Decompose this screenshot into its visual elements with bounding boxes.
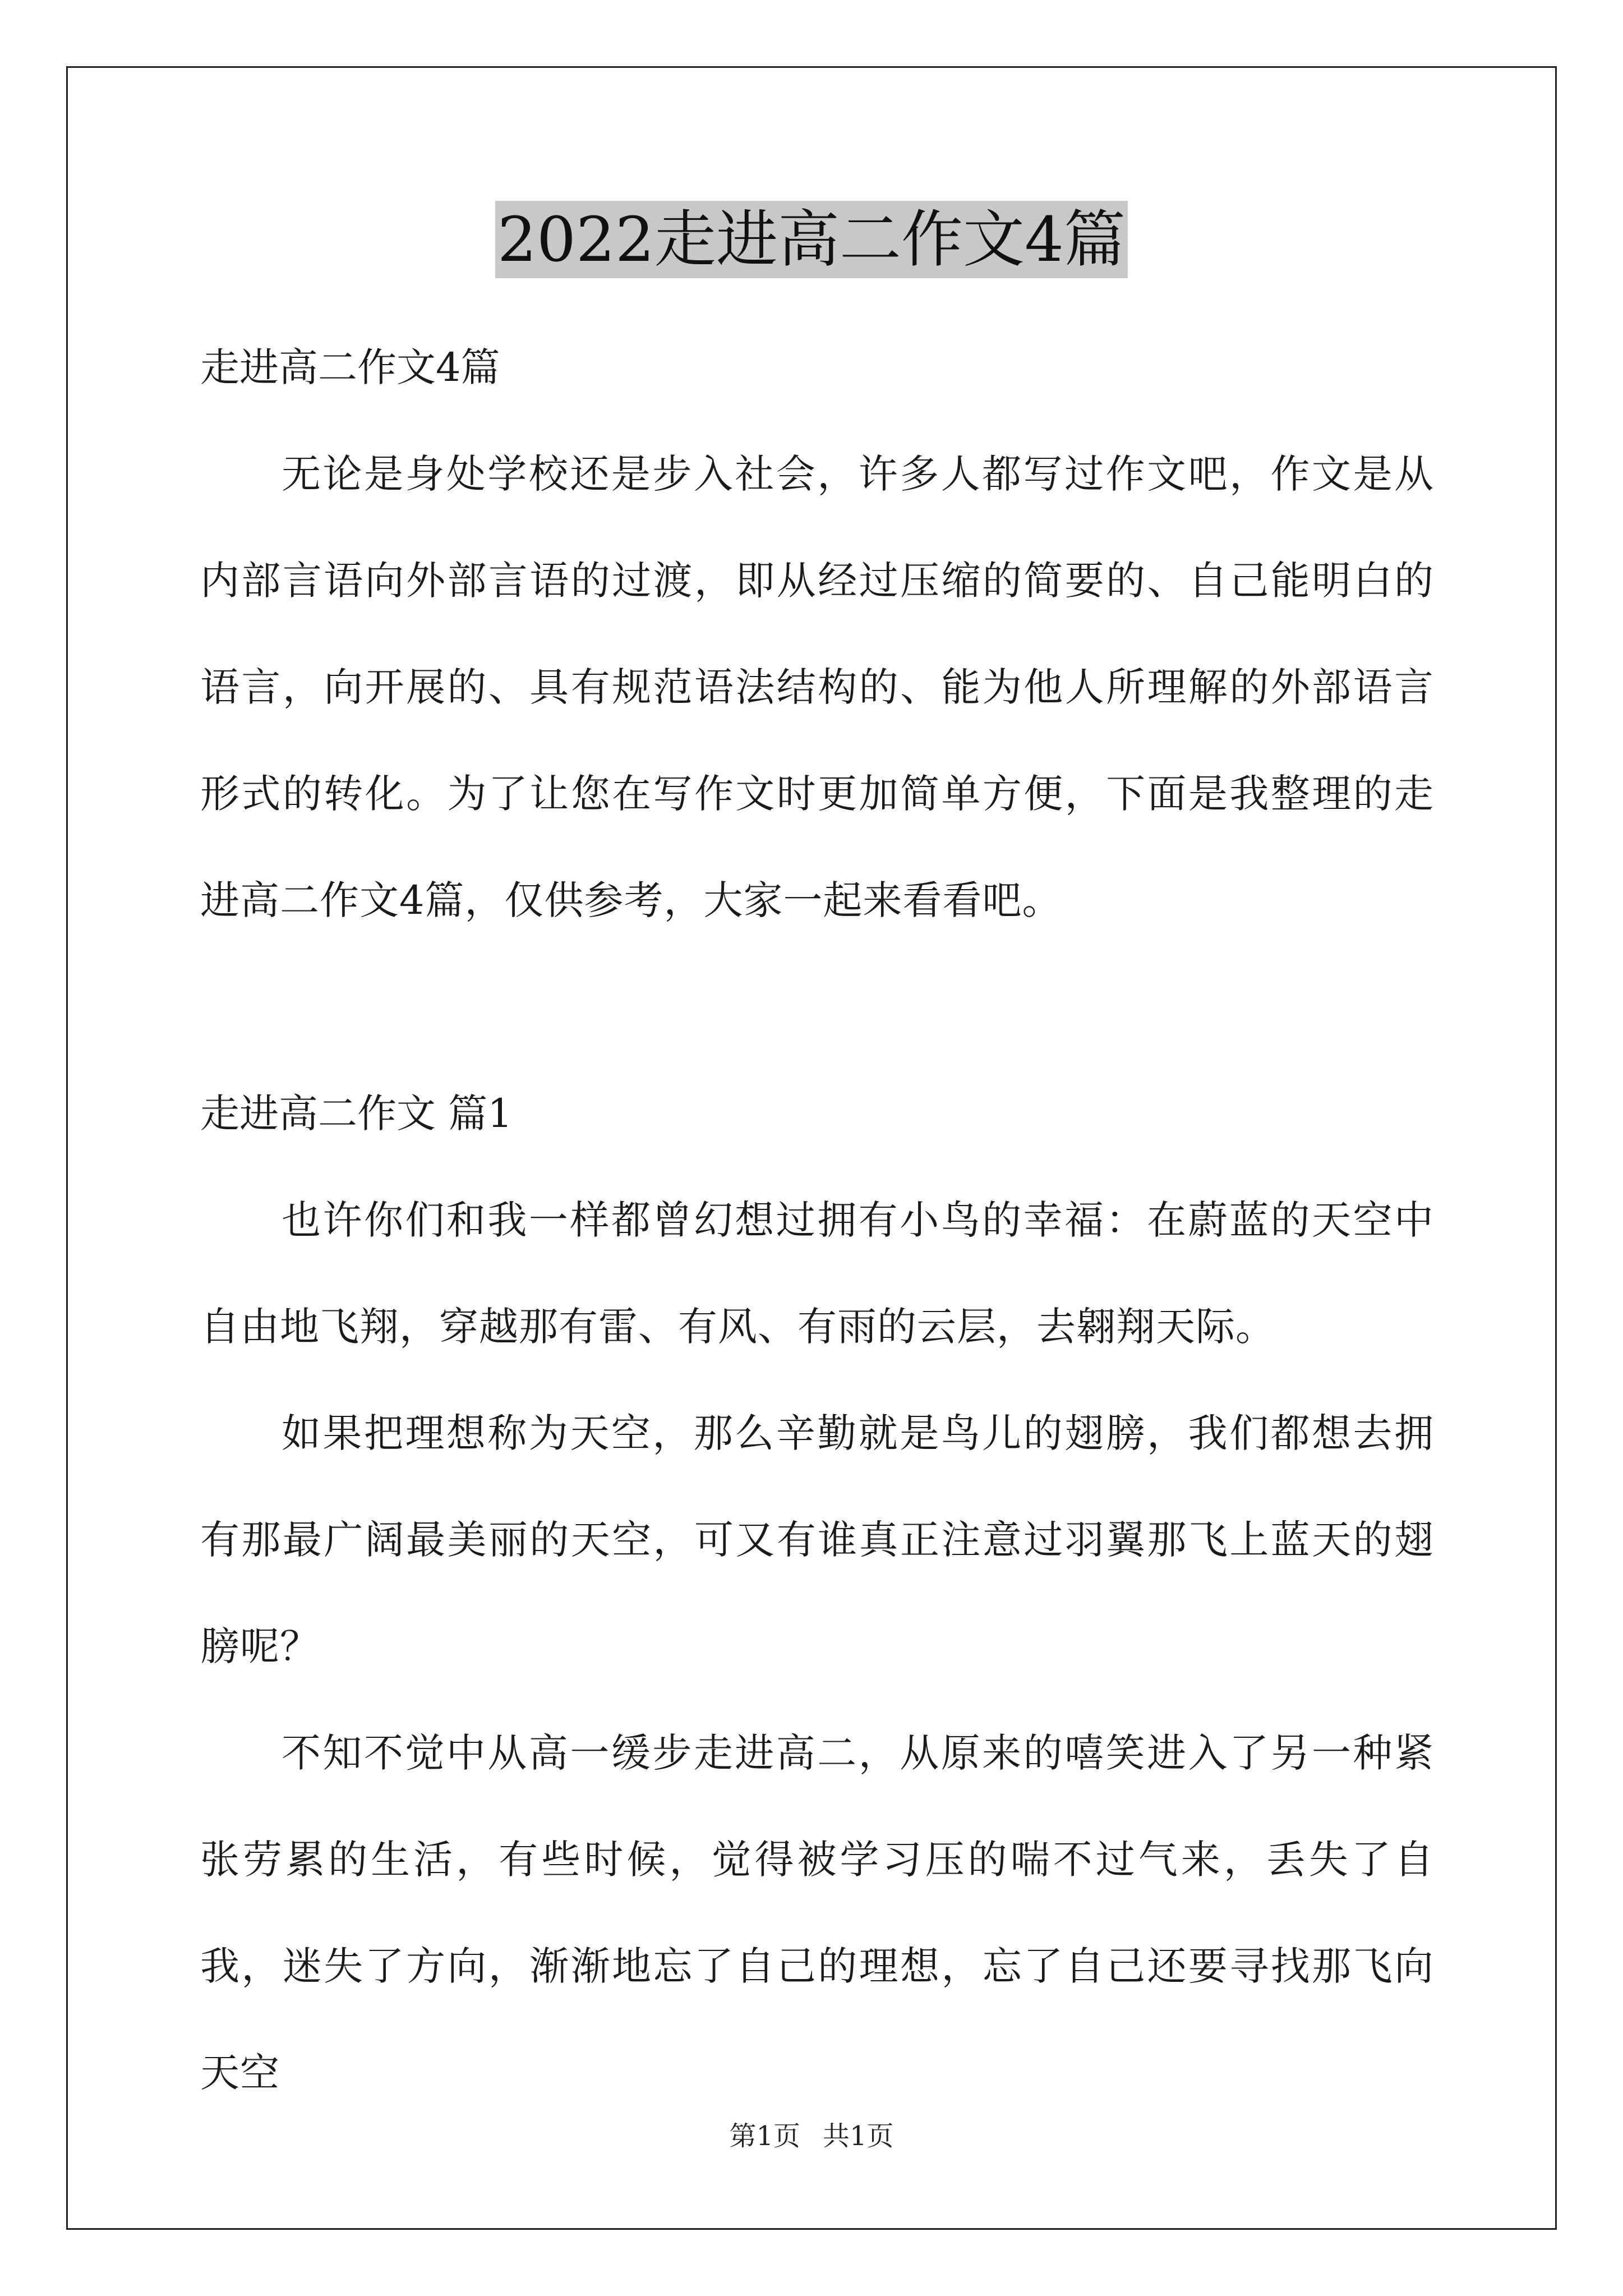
document-subtitle: 走进高二作文4篇 bbox=[200, 344, 500, 390]
document-title: 2022走进高二作文4篇 bbox=[495, 201, 1128, 278]
section-gap bbox=[200, 954, 1434, 1060]
page-number-current: 第1页 bbox=[729, 2120, 800, 2152]
section-heading: 走进高二作文 篇1 bbox=[200, 1091, 513, 1137]
page-number-total: 共1页 bbox=[823, 2120, 894, 2152]
page-footer bbox=[0, 2119, 1623, 2153]
body-paragraph-3: 不知不觉中从高一缓步走进高二，从原来的嘻笑进入了另一种紧张劳累的生活，有些时候，觉得被学习压的喘不过气来，丢失了自我，迷失了方向，渐渐地忘了自己的理想，忘了自己还要寻找那飞向天空 bbox=[200, 1730, 1434, 2096]
intro-paragraph: 无论是身处学校还是步入社会，许多人都写过作文吧，作文是从内部言语向外部言语的过渡，即从经过压缩的简要的、自己能明白的语言，向开展的、具有规范语法结构的、能为他人所理解的外部语言形式的转化。为了让您在写作文时更加简单方便，下面是我整理的走进高二作文4篇，仅供参考，大家一起来看看吧。 bbox=[200, 451, 1434, 923]
title-container bbox=[0, 201, 1623, 278]
document-body bbox=[200, 314, 1434, 2126]
body-paragraph-1: 也许你们和我一样都曾幻想过拥有小鸟的幸福：在蔚蓝的天空中自由地飞翔，穿越那有雷、有风、有雨的云层，去翱翔天际。 bbox=[200, 1197, 1434, 1350]
body-paragraph-2: 如果把理想称为天空，那么辛勤就是鸟儿的翅膀，我们都想去拥有那最广阔最美丽的天空，可又有谁真正注意过羽翼那飞上蓝天的翅膀呢？ bbox=[200, 1410, 1434, 1669]
